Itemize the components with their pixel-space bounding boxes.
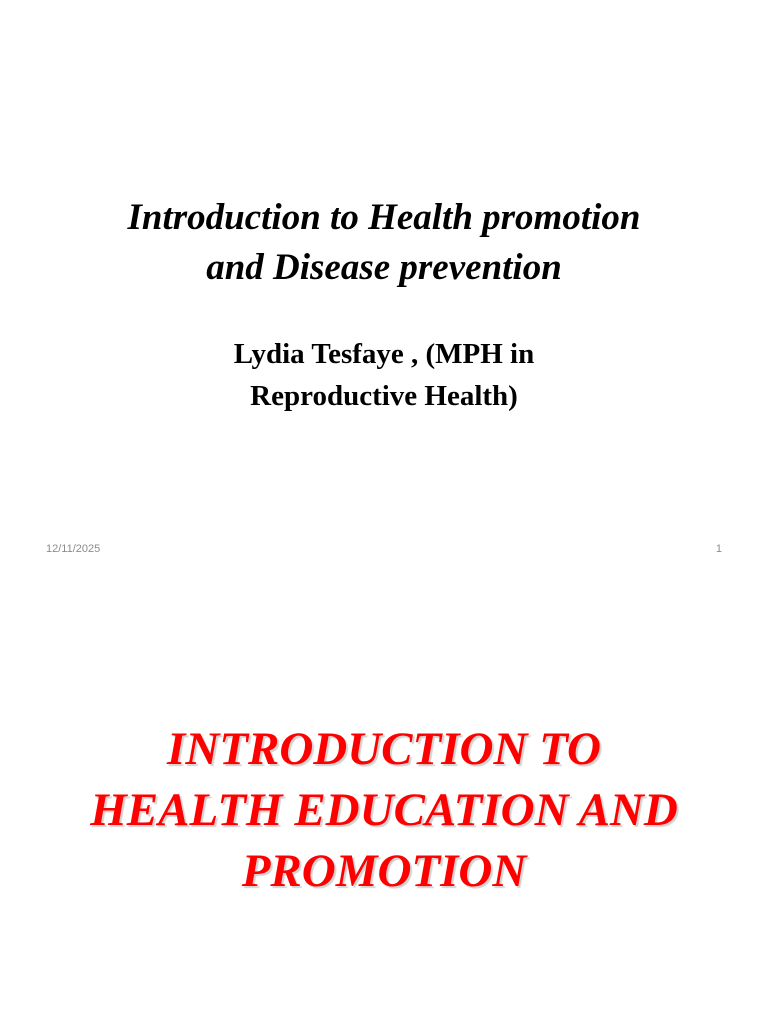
slide-subtitle-line: Reproductive Health) [250, 380, 518, 412]
slide-big-title-line: HEALTH EDUCATION AND [90, 784, 678, 836]
slide-big-title-line: INTRODUCTION TO [167, 723, 601, 775]
slide-2 [0, 576, 768, 1024]
slide-title-line: Introduction to Health promotion [127, 197, 641, 238]
slide-subtitle-line: Lydia Tesfaye , (MPH in [233, 338, 535, 370]
footer-page-number: 1 [715, 543, 722, 555]
slide-title-line: and Disease prevention [206, 247, 562, 288]
slide-big-title-line: PROMOTION [241, 845, 527, 897]
slide-subtitle [100, 333, 668, 417]
slide-title [40, 193, 728, 293]
slide-big-title [20, 719, 748, 902]
footer-date: 12/11/2025 [46, 543, 101, 555]
